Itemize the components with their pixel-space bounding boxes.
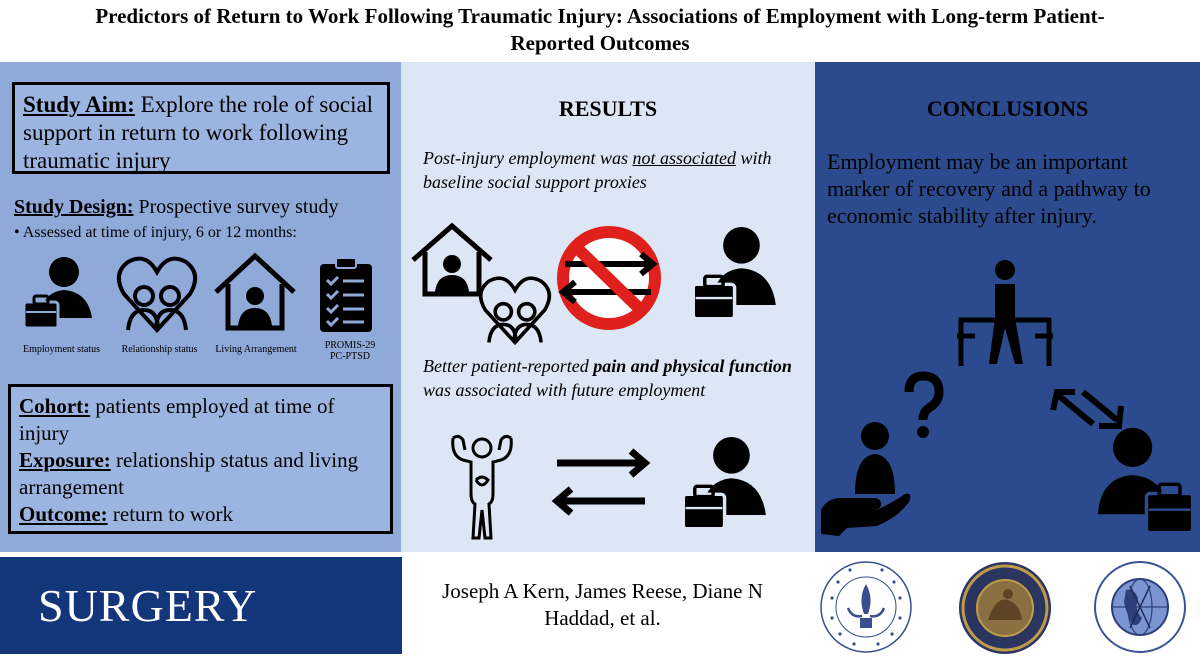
conclusions-heading: CONCLUSIONS [926, 96, 1089, 121]
person-briefcase-icon [691, 222, 777, 326]
conclusion-text: Employment may be an important marker of recovery and a pathway to economic stability after injury. [827, 149, 1151, 228]
endocrine-surgeons-globe-logo [1092, 558, 1188, 656]
walker-person-icon [955, 258, 1055, 370]
journal-banner: SURGERY [0, 557, 402, 654]
question-mark-icon [903, 374, 943, 440]
finding-2 [423, 354, 803, 402]
associated-arrows-icon [551, 447, 651, 517]
assessment-bullet: • Assessed at time of injury, 6 or 12 months: [14, 224, 297, 241]
promis-caption-line2: PC-PTSD [329, 351, 370, 362]
finding-1-emphasis: not associated [632, 148, 736, 168]
finding-1-part-a: Post-injury employment was [423, 148, 633, 168]
finding-1-part-c: with baseline social support proxies [423, 148, 772, 192]
authors-line-1: Joseph A Kern, James Reese, Diane N [442, 579, 763, 603]
finding-1 [423, 146, 803, 194]
results-panel [401, 62, 815, 552]
central-surgical-seal-logo [956, 560, 1054, 656]
exposure-label: Exposure: [19, 448, 111, 472]
exposure-text: relationship status and living arrangement [19, 448, 359, 499]
promis-caption-line1: PROMIS-29 [324, 340, 376, 351]
society-seal-logo [818, 558, 914, 656]
author-list [410, 578, 795, 632]
promis-caption [315, 340, 385, 362]
infographic-title [0, 0, 1200, 62]
outcome-line [19, 501, 382, 528]
study-design [14, 196, 338, 219]
couple-heart-icon [118, 254, 196, 334]
cohort-line [19, 393, 382, 447]
person-briefcase-icon [1091, 422, 1195, 542]
house-person-icon [210, 252, 300, 332]
cohort-label: Cohort: [19, 394, 91, 418]
outcome-label: Outcome: [19, 502, 108, 526]
study-design-text: Prospective survey study [133, 196, 339, 218]
cohort-box [8, 384, 393, 534]
study-aim-text: Explore the role of social support in return to work following traumatic injury [23, 92, 374, 173]
finding-2-part-a: Better patient-reported [423, 356, 594, 376]
footer [0, 552, 1200, 661]
title-line-2: Reported Outcomes [510, 31, 690, 55]
study-aim-box [12, 82, 390, 174]
clipboard-checklist-icon [318, 258, 374, 334]
person-briefcase-icon [681, 432, 767, 536]
cohort-text: patients employed at time of injury [19, 394, 335, 445]
study-design-label: Study Design: [14, 196, 134, 218]
living-arrangement-caption: Living Arrangement [215, 344, 297, 355]
study-aim-label: Study Aim: [23, 92, 135, 117]
finding-2-part-c: was associated with future employment [423, 380, 706, 400]
employment-status-caption: Employment status [23, 344, 100, 355]
outcome-text: return to work [107, 502, 234, 526]
finding-2-emphasis: pain and physical function [593, 356, 792, 376]
strong-person-icon [449, 432, 515, 542]
relationship-status-caption: Relationship status [121, 344, 198, 355]
person-briefcase-icon [22, 254, 97, 334]
conclusions-panel [815, 62, 1200, 552]
exposure-line [19, 447, 382, 501]
authors-line-2: Haddad, et al. [544, 606, 661, 630]
not-associated-icon [551, 224, 667, 332]
results-heading: RESULTS [558, 96, 658, 121]
couple-heart-icon [479, 274, 551, 346]
hand-person-icon [817, 414, 909, 544]
title-line-1: Predictors of Return to Work Following Traumatic Injury: Associations of Employment with Long-term Patient- [95, 4, 1105, 28]
methods-panel [0, 62, 401, 552]
